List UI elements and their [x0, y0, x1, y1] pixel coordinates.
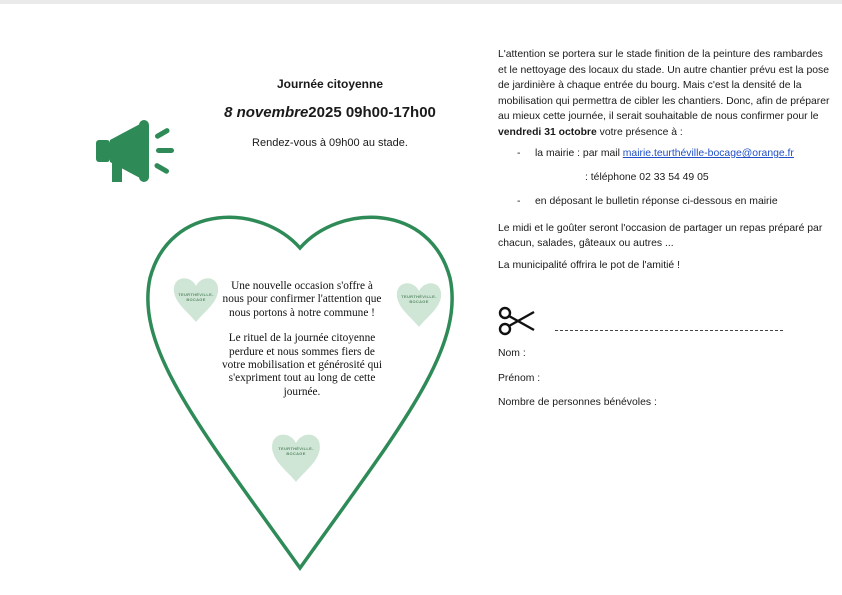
- bullet-dash: -: [517, 196, 521, 207]
- contact-label: la mairie : par mail: [535, 148, 620, 159]
- event-date: [200, 104, 460, 121]
- field-nom: Nom :: [498, 348, 526, 359]
- top-border: [0, 0, 842, 4]
- event-date-day: 8 novembre: [224, 104, 309, 121]
- field-prenom: Prénom :: [498, 373, 541, 384]
- heart-paragraph-1: Une nouvelle occasion s'offre à nous pour confirmer l'attention que nous portons à notre commune !: [222, 280, 382, 319]
- bullet-dash: -: [517, 148, 521, 159]
- contact-phone: : téléphone 02 33 54 49 05: [585, 172, 709, 183]
- mini-heart-logo: [395, 278, 443, 330]
- event-date-time: 2025 09h00-17h00: [308, 104, 436, 121]
- mini-heart-label: TEURTHÉVILLE-BOCAGE: [278, 446, 314, 456]
- intro-paragraph: [498, 47, 830, 141]
- lunch-paragraph: Le midi et le goûter seront l'occasion de partager un repas préparé par chacun, salades, gâteaux ou autres ...: [498, 223, 823, 250]
- email-link[interactable]: mairie.teurthéville-bocage@orange.fr: [622, 148, 794, 159]
- event-title: Journée citoyenne: [276, 77, 384, 91]
- scissors-icon: [498, 306, 536, 341]
- mini-heart-logo: [172, 274, 220, 324]
- rendezvous-text: Rendez-vous à 09h00 au stade.: [252, 137, 408, 149]
- contact-bulletin: en déposant le bulletin réponse ci-dessous en mairie: [535, 196, 778, 207]
- megaphone-icon: [92, 118, 182, 191]
- heart-paragraph-2: Le rituel de la journée citoyenne perdure et nous sommes fiers de votre mobilisation et générosité qui s'expriment tout au long de cette journée.: [222, 332, 383, 398]
- mini-heart-label: TEURTHÉVILLE-BOCAGE: [178, 292, 214, 302]
- field-benevoles: Nombre de personnes bénévoles :: [498, 397, 657, 408]
- mini-heart-label: TEURTHÉVILLE-BOCAGE: [401, 294, 437, 304]
- deadline: vendredi 31 octobre: [498, 126, 597, 138]
- intro-text: L'attention se portera sur le stade finition de la peinture des rambardes et le nettoyage des locaux du stade. Un autre chantier prévu est la pose de jardinière à chaque entrée du bourg. Mais c'est la densité de la mobilisation qui permettra de cibler les chantiers. Donc, afin de préparer au mieux cette journée, il serait souhaitable de nous confirmer pour le: [498, 49, 830, 123]
- cut-line: [555, 330, 783, 331]
- intro-end: votre présence à :: [599, 126, 683, 138]
- mini-heart-logo: [270, 430, 322, 484]
- contact-mairie: [535, 148, 794, 159]
- heart-message: [222, 280, 382, 411]
- municipality-paragraph: La municipalité offrira le pot de l'amitié !: [498, 260, 680, 271]
